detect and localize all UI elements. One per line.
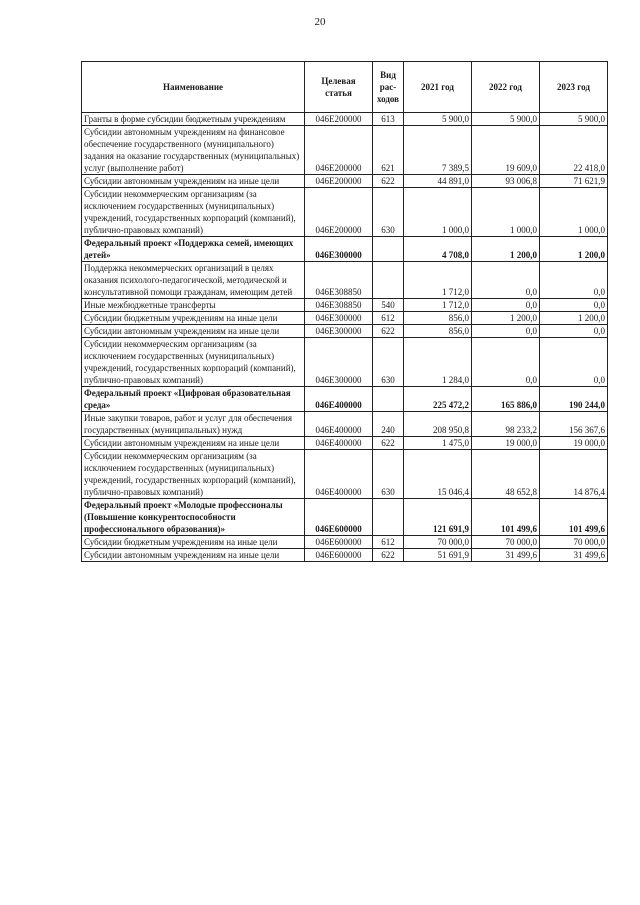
cell-y2022: 5 900,0: [472, 113, 540, 126]
cell-y2023: 71 621,9: [540, 175, 608, 188]
cell-name: Субсидии автономным учреждениям на иные цели: [82, 325, 305, 338]
cell-code: 046E600000: [305, 499, 373, 536]
cell-code: 046E200000: [305, 175, 373, 188]
cell-name: Иные межбюджетные трансферты: [82, 299, 305, 312]
cell-kind: 622: [373, 175, 404, 188]
cell-y2023: 5 900,0: [540, 113, 608, 126]
table-row: [82, 262, 608, 299]
table-row: [82, 325, 608, 338]
header-2023: 2023 год: [540, 62, 608, 113]
cell-y2021: 51 691,9: [404, 549, 472, 562]
cell-name: Поддержка некоммерческих организаций в целях оказания психолого-педагогической, методической и консультативной помощи гражданам, имеющим детей: [82, 262, 305, 299]
cell-name: Субсидии бюджетным учреждениям на иные цели: [82, 536, 305, 549]
table-row: [82, 113, 608, 126]
cell-y2022: 0,0: [472, 338, 540, 387]
cell-y2023: 31 499,6: [540, 549, 608, 562]
table-row: [82, 437, 608, 450]
header-name: Наименование: [82, 62, 305, 113]
header-2021: 2021 год: [404, 62, 472, 113]
cell-code: 046E600000: [305, 549, 373, 562]
cell-y2022: 93 006,8: [472, 175, 540, 188]
cell-y2023: 1 200,0: [540, 237, 608, 262]
cell-code: 046E300000: [305, 312, 373, 325]
cell-kind: 613: [373, 113, 404, 126]
cell-kind: 240: [373, 412, 404, 437]
cell-kind: 630: [373, 450, 404, 499]
cell-code: 046E300000: [305, 237, 373, 262]
cell-name: Субсидии бюджетным учреждениям на иные цели: [82, 312, 305, 325]
cell-kind: 540: [373, 299, 404, 312]
cell-kind: 612: [373, 312, 404, 325]
cell-kind: 622: [373, 437, 404, 450]
cell-name: Субсидии некоммерческим организациям (за исключением государственных (муниципальных) учреждений, государственных корпораций (компаний), публично-правовых компаний): [82, 188, 305, 237]
table-row: [82, 387, 608, 412]
cell-y2021: 15 046,4: [404, 450, 472, 499]
cell-name: Федеральный проект «Цифровая образовательная среда»: [82, 387, 305, 412]
cell-name: Федеральный проект «Молодые профессионалы (Повышение конкурентоспособности профессионального образования)»: [82, 499, 305, 536]
table-row: [82, 450, 608, 499]
cell-y2023: 0,0: [540, 299, 608, 312]
cell-kind: 622: [373, 549, 404, 562]
cell-y2023: 101 499,6: [540, 499, 608, 536]
cell-code: 046E300000: [305, 325, 373, 338]
cell-y2021: 1 000,0: [404, 188, 472, 237]
cell-name: Гранты в форме субсидии бюджетным учреждениям: [82, 113, 305, 126]
cell-y2022: 165 886,0: [472, 387, 540, 412]
cell-code: 046E600000: [305, 536, 373, 549]
cell-y2021: 121 691,9: [404, 499, 472, 536]
header-expense-kind: [373, 62, 404, 113]
cell-kind: 622: [373, 325, 404, 338]
cell-code: 046E200000: [305, 126, 373, 175]
cell-kind: 630: [373, 188, 404, 237]
cell-code: 046E400000: [305, 412, 373, 437]
cell-kind: 621: [373, 126, 404, 175]
header-target-line1: Целевая: [321, 76, 356, 86]
cell-kind: [373, 387, 404, 412]
cell-y2023: 0,0: [540, 262, 608, 299]
table-row: [82, 499, 608, 536]
table-row: [82, 338, 608, 387]
cell-name: Субсидии автономным учреждениям на иные цели: [82, 437, 305, 450]
cell-y2022: 98 233,2: [472, 412, 540, 437]
cell-y2021: 1 712,0: [404, 262, 472, 299]
cell-code: 046E400000: [305, 387, 373, 412]
cell-y2023: 190 244,0: [540, 387, 608, 412]
table-row: [82, 237, 608, 262]
cell-name: Субсидии некоммерческим организациям (за исключением государственных (муниципальных) учреждений, государственных корпораций (компаний), публично-правовых компаний): [82, 338, 305, 387]
cell-y2021: 70 000,0: [404, 536, 472, 549]
cell-y2021: 856,0: [404, 312, 472, 325]
cell-kind: [373, 237, 404, 262]
table-row: [82, 536, 608, 549]
cell-y2022: 1 200,0: [472, 312, 540, 325]
cell-y2022: 70 000,0: [472, 536, 540, 549]
cell-y2021: 5 900,0: [404, 113, 472, 126]
table-header-row: [82, 62, 608, 113]
cell-y2023: 70 000,0: [540, 536, 608, 549]
cell-y2022: 48 652,8: [472, 450, 540, 499]
cell-y2021: 1 712,0: [404, 299, 472, 312]
cell-y2022: 0,0: [472, 325, 540, 338]
cell-y2023: 156 367,6: [540, 412, 608, 437]
cell-code: 046E200000: [305, 188, 373, 237]
cell-name: Федеральный проект «Поддержка семей, имеющих детей»: [82, 237, 305, 262]
cell-kind: 612: [373, 536, 404, 549]
cell-y2023: 1 000,0: [540, 188, 608, 237]
cell-y2021: 44 891,0: [404, 175, 472, 188]
table-row: [82, 549, 608, 562]
table-row: [82, 188, 608, 237]
header-kind-line1: Вид: [380, 70, 396, 80]
table-row: [82, 126, 608, 175]
cell-kind: [373, 499, 404, 536]
cell-y2021: 225 472,2: [404, 387, 472, 412]
cell-name: Субсидии некоммерческим организациям (за исключением государственных (муниципальных) учреждений, государственных корпораций (компаний), публично-правовых компаний): [82, 450, 305, 499]
cell-y2022: 0,0: [472, 262, 540, 299]
cell-name: Субсидии автономным учреждениям на иные цели: [82, 549, 305, 562]
cell-y2021: 856,0: [404, 325, 472, 338]
cell-name: Субсидии автономным учреждениям на иные цели: [82, 175, 305, 188]
cell-code: 046E308850: [305, 299, 373, 312]
cell-y2022: 101 499,6: [472, 499, 540, 536]
cell-y2022: 1 200,0: [472, 237, 540, 262]
cell-y2021: 208 950,8: [404, 412, 472, 437]
cell-y2022: 19 000,0: [472, 437, 540, 450]
cell-y2021: 4 708,0: [404, 237, 472, 262]
cell-kind: 630: [373, 338, 404, 387]
table-row: [82, 412, 608, 437]
header-2022: 2022 год: [472, 62, 540, 113]
cell-y2022: 31 499,6: [472, 549, 540, 562]
cell-y2021: 1 475,0: [404, 437, 472, 450]
header-kind-line2: рас-: [379, 82, 397, 92]
table-row: [82, 312, 608, 325]
cell-y2023: 22 418,0: [540, 126, 608, 175]
cell-y2023: 1 200,0: [540, 312, 608, 325]
table-row: [82, 175, 608, 188]
cell-y2023: 0,0: [540, 338, 608, 387]
cell-name: Иные закупки товаров, работ и услуг для обеспечения государственных (муниципальных) нужд: [82, 412, 305, 437]
cell-kind: [373, 262, 404, 299]
cell-y2023: 19 000,0: [540, 437, 608, 450]
cell-y2022: 19 609,0: [472, 126, 540, 175]
cell-y2021: 7 389,5: [404, 126, 472, 175]
page-number: 20: [314, 16, 326, 28]
cell-code: 046E200000: [305, 113, 373, 126]
cell-code: 046E300000: [305, 338, 373, 387]
cell-code: 046E400000: [305, 450, 373, 499]
table-row: [82, 299, 608, 312]
cell-y2023: 0,0: [540, 325, 608, 338]
header-target-article: [305, 62, 373, 113]
cell-y2023: 14 876,4: [540, 450, 608, 499]
cell-name: Субсидии автономным учреждениям на финансовое обеспечение государственного (муниципального) задания на оказание государственных (муниципальных) услуг (выполнение работ): [82, 126, 305, 175]
cell-y2022: 0,0: [472, 299, 540, 312]
header-kind-line3: ходов: [376, 94, 400, 104]
header-target-line2: статья: [325, 88, 352, 98]
budget-table: [81, 61, 608, 562]
cell-y2021: 1 284,0: [404, 338, 472, 387]
cell-code: 046E308850: [305, 262, 373, 299]
cell-code: 046E400000: [305, 437, 373, 450]
cell-y2022: 1 000,0: [472, 188, 540, 237]
